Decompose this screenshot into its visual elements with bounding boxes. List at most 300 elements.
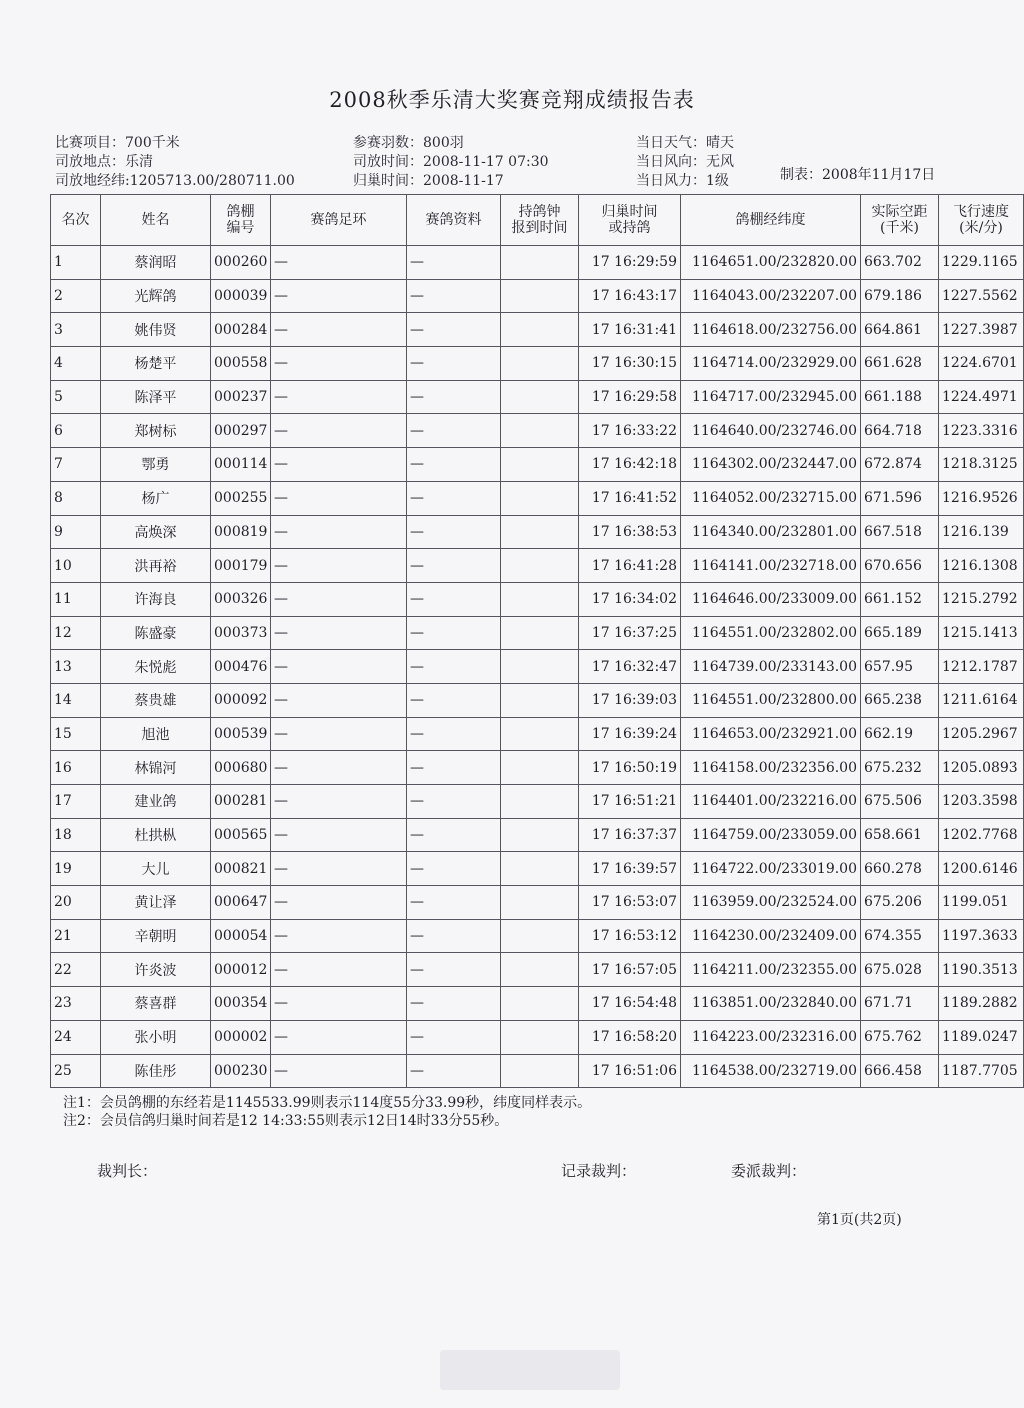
cell-coord: 1164651.00/232820.00 xyxy=(681,246,861,280)
cell-data: — xyxy=(407,313,501,347)
cell-arrival: 17 16:41:52 xyxy=(579,481,681,515)
cell-distance: 665.238 xyxy=(861,683,939,717)
header-clock: 持鸽钟 报到时间 xyxy=(501,195,579,246)
cell-arrival: 17 16:37:25 xyxy=(579,616,681,650)
cell-arrival: 17 16:33:22 xyxy=(579,414,681,448)
cell-data: — xyxy=(407,347,501,381)
cell-ring: — xyxy=(271,683,407,717)
cell-loft: 000284 xyxy=(211,313,271,347)
cell-distance: 675.762 xyxy=(861,1020,939,1054)
cell-arrival: 17 16:38:53 xyxy=(579,515,681,549)
cell-ring: — xyxy=(271,616,407,650)
cell-arrival: 17 16:43:17 xyxy=(579,279,681,313)
cell-name: 黄让泽 xyxy=(101,886,211,920)
cell-rank: 5 xyxy=(51,380,101,414)
cell-clock xyxy=(501,852,579,886)
cell-speed: 1189.0247 xyxy=(939,1020,1024,1054)
cell-ring: — xyxy=(271,279,407,313)
cell-coord: 1164551.00/232802.00 xyxy=(681,616,861,650)
note-1: 注1：会员鸽棚的东经若是1145533.99则表示114度55分33.99秒，纬度同样表示。 xyxy=(63,1095,592,1111)
cell-speed: 1187.7705 xyxy=(939,1054,1024,1088)
cell-data: — xyxy=(407,1054,501,1088)
wind-direction: 当日风向：无风 xyxy=(636,154,734,170)
cell-loft: 000179 xyxy=(211,549,271,583)
cell-ring: — xyxy=(271,717,407,751)
cell-loft: 000281 xyxy=(211,785,271,819)
cell-rank: 9 xyxy=(51,515,101,549)
cell-loft: 000012 xyxy=(211,953,271,987)
cell-speed: 1229.1165 xyxy=(939,246,1024,280)
header-ring: 赛鸽足环 xyxy=(271,195,407,246)
cell-coord: 1164538.00/232719.00 xyxy=(681,1054,861,1088)
cell-name: 姚伟贤 xyxy=(101,313,211,347)
cell-ring: — xyxy=(271,919,407,953)
chief-judge-signature: 裁判长： xyxy=(97,1162,158,1180)
cell-rank: 16 xyxy=(51,751,101,785)
cell-clock xyxy=(501,347,579,381)
cell-rank: 20 xyxy=(51,886,101,920)
cell-loft: 000114 xyxy=(211,448,271,482)
table-body xyxy=(51,246,1024,1088)
return-date: 归巢时间：2008-11-17 xyxy=(353,173,504,189)
cell-coord: 1164717.00/232945.00 xyxy=(681,380,861,414)
cell-arrival: 17 16:58:20 xyxy=(579,1020,681,1054)
table-row xyxy=(51,1054,1024,1088)
cell-arrival: 17 16:50:19 xyxy=(579,751,681,785)
table-row xyxy=(51,785,1024,819)
cell-loft: 000373 xyxy=(211,616,271,650)
cell-clock xyxy=(501,1020,579,1054)
cell-data: — xyxy=(407,683,501,717)
notes xyxy=(63,1094,591,1130)
cell-name: 鄂勇 xyxy=(101,448,211,482)
cell-loft: 000476 xyxy=(211,650,271,684)
table-row xyxy=(51,549,1024,583)
cell-clock xyxy=(501,515,579,549)
cell-distance: 664.861 xyxy=(861,313,939,347)
cell-speed: 1215.1413 xyxy=(939,616,1024,650)
page-number: 第1页(共2页) xyxy=(817,1212,902,1228)
cell-data: — xyxy=(407,549,501,583)
cell-distance: 664.718 xyxy=(861,414,939,448)
cell-loft: 000819 xyxy=(211,515,271,549)
cell-distance: 662.19 xyxy=(861,717,939,751)
header-loft: 鸽棚 编号 xyxy=(211,195,271,246)
cell-clock xyxy=(501,481,579,515)
cell-clock xyxy=(501,279,579,313)
table-header-row xyxy=(51,195,1024,246)
cell-rank: 8 xyxy=(51,481,101,515)
header-coord: 鸽棚经纬度 xyxy=(681,195,861,246)
cell-arrival: 17 16:42:18 xyxy=(579,448,681,482)
race-info-column-2 xyxy=(353,134,549,191)
cell-speed: 1227.5562 xyxy=(939,279,1024,313)
cell-name: 大儿 xyxy=(101,852,211,886)
cell-speed: 1199.051 xyxy=(939,886,1024,920)
cell-rank: 11 xyxy=(51,582,101,616)
cell-name: 杨广 xyxy=(101,481,211,515)
cell-distance: 674.355 xyxy=(861,919,939,953)
cell-coord: 1164618.00/232756.00 xyxy=(681,313,861,347)
cell-ring: — xyxy=(271,852,407,886)
cell-ring: — xyxy=(271,987,407,1021)
cell-name: 郑树标 xyxy=(101,414,211,448)
cell-distance: 671.71 xyxy=(861,987,939,1021)
cell-distance: 679.186 xyxy=(861,279,939,313)
table-row xyxy=(51,717,1024,751)
cell-distance: 661.152 xyxy=(861,582,939,616)
cell-loft: 000092 xyxy=(211,683,271,717)
cell-distance: 667.518 xyxy=(861,515,939,549)
cell-name: 蔡贵雄 xyxy=(101,683,211,717)
table-row xyxy=(51,886,1024,920)
cell-arrival: 17 16:29:58 xyxy=(579,380,681,414)
cell-name: 蔡喜群 xyxy=(101,987,211,1021)
cell-coord: 1164722.00/233019.00 xyxy=(681,852,861,886)
table-row xyxy=(51,246,1024,280)
cell-coord: 1164739.00/233143.00 xyxy=(681,650,861,684)
cell-speed: 1227.3987 xyxy=(939,313,1024,347)
release-time: 司放时间：2008-11-17 07:30 xyxy=(353,154,549,170)
cell-clock xyxy=(501,246,579,280)
cell-speed: 1224.4971 xyxy=(939,380,1024,414)
cell-coord: 1164551.00/232800.00 xyxy=(681,683,861,717)
cell-loft: 000539 xyxy=(211,717,271,751)
cell-speed: 1216.1308 xyxy=(939,549,1024,583)
cell-distance: 672.874 xyxy=(861,448,939,482)
cell-data: — xyxy=(407,919,501,953)
cell-rank: 3 xyxy=(51,313,101,347)
note-2: 注2：会员信鸽归巢时间若是12 14:33:55则表示12日14时33分55秒。 xyxy=(63,1113,509,1129)
cell-ring: — xyxy=(271,650,407,684)
entry-count: 参赛羽数：800羽 xyxy=(353,135,464,151)
cell-name: 许海良 xyxy=(101,582,211,616)
cell-clock xyxy=(501,683,579,717)
table-row xyxy=(51,953,1024,987)
cell-clock xyxy=(501,414,579,448)
cell-speed: 1197.3633 xyxy=(939,919,1024,953)
race-item: 比赛项目：700千米 xyxy=(55,135,180,151)
scan-smudge xyxy=(440,1350,620,1390)
cell-name: 陈泽平 xyxy=(101,380,211,414)
cell-arrival: 17 16:57:05 xyxy=(579,953,681,987)
cell-data: — xyxy=(407,886,501,920)
cell-arrival: 17 16:54:48 xyxy=(579,987,681,1021)
cell-name: 光辉鸽 xyxy=(101,279,211,313)
cell-rank: 17 xyxy=(51,785,101,819)
made-by-date: 制表：2008年11月17日 xyxy=(780,167,936,183)
cell-loft: 000039 xyxy=(211,279,271,313)
table-row xyxy=(51,650,1024,684)
cell-clock xyxy=(501,313,579,347)
cell-arrival: 17 16:29:59 xyxy=(579,246,681,280)
race-info-column-1 xyxy=(55,134,295,191)
cell-coord: 1164714.00/232929.00 xyxy=(681,347,861,381)
cell-coord: 1164653.00/232921.00 xyxy=(681,717,861,751)
cell-rank: 2 xyxy=(51,279,101,313)
cell-distance: 657.95 xyxy=(861,650,939,684)
cell-coord: 1164302.00/232447.00 xyxy=(681,448,861,482)
header-data: 赛鸽资料 xyxy=(407,195,501,246)
cell-rank: 23 xyxy=(51,987,101,1021)
cell-loft: 000255 xyxy=(211,481,271,515)
cell-data: — xyxy=(407,582,501,616)
cell-data: — xyxy=(407,380,501,414)
cell-arrival: 17 16:39:57 xyxy=(579,852,681,886)
table-row xyxy=(51,414,1024,448)
cell-ring: — xyxy=(271,818,407,852)
cell-clock xyxy=(501,953,579,987)
recorder-judge-signature: 记录裁判： xyxy=(561,1162,637,1180)
table-row xyxy=(51,987,1024,1021)
cell-arrival: 17 16:41:28 xyxy=(579,549,681,583)
header-speed: 飞行速度 (米/分) xyxy=(939,195,1024,246)
cell-distance: 675.506 xyxy=(861,785,939,819)
cell-coord: 1163851.00/232840.00 xyxy=(681,987,861,1021)
cell-rank: 19 xyxy=(51,852,101,886)
cell-loft: 000821 xyxy=(211,852,271,886)
cell-clock xyxy=(501,448,579,482)
cell-distance: 666.458 xyxy=(861,1054,939,1088)
cell-loft: 000680 xyxy=(211,751,271,785)
cell-arrival: 17 16:51:06 xyxy=(579,1054,681,1088)
cell-coord: 1164052.00/232715.00 xyxy=(681,481,861,515)
cell-coord: 1164211.00/232355.00 xyxy=(681,953,861,987)
cell-speed: 1203.3598 xyxy=(939,785,1024,819)
cell-coord: 1164158.00/232356.00 xyxy=(681,751,861,785)
cell-ring: — xyxy=(271,549,407,583)
cell-rank: 21 xyxy=(51,919,101,953)
cell-distance: 671.596 xyxy=(861,481,939,515)
cell-coord: 1164141.00/232718.00 xyxy=(681,549,861,583)
cell-speed: 1189.2882 xyxy=(939,987,1024,1021)
cell-ring: — xyxy=(271,246,407,280)
cell-data: — xyxy=(407,751,501,785)
cell-clock xyxy=(501,616,579,650)
cell-loft: 000565 xyxy=(211,818,271,852)
report-title: 2008秋季乐清大奖赛竞翔成绩报告表 xyxy=(329,88,695,112)
cell-speed: 1218.3125 xyxy=(939,448,1024,482)
cell-data: — xyxy=(407,515,501,549)
cell-ring: — xyxy=(271,380,407,414)
cell-loft: 000647 xyxy=(211,886,271,920)
header-name: 姓名 xyxy=(101,195,211,246)
results-table xyxy=(50,194,1024,1088)
cell-distance: 660.278 xyxy=(861,852,939,886)
cell-loft: 000002 xyxy=(211,1020,271,1054)
cell-clock xyxy=(501,785,579,819)
cell-name: 杜拱枞 xyxy=(101,818,211,852)
cell-ring: — xyxy=(271,582,407,616)
cell-arrival: 17 16:51:21 xyxy=(579,785,681,819)
cell-speed: 1216.9526 xyxy=(939,481,1024,515)
cell-data: — xyxy=(407,448,501,482)
table-row xyxy=(51,481,1024,515)
cell-arrival: 17 16:39:24 xyxy=(579,717,681,751)
cell-loft: 000054 xyxy=(211,919,271,953)
header-distance: 实际空距 (千米) xyxy=(861,195,939,246)
table-row xyxy=(51,347,1024,381)
cell-clock xyxy=(501,886,579,920)
cell-coord: 1164640.00/232746.00 xyxy=(681,414,861,448)
cell-ring: — xyxy=(271,886,407,920)
cell-ring: — xyxy=(271,313,407,347)
cell-data: — xyxy=(407,717,501,751)
weather: 当日天气：晴天 xyxy=(636,135,734,151)
cell-arrival: 17 16:31:41 xyxy=(579,313,681,347)
cell-coord: 1163959.00/232524.00 xyxy=(681,886,861,920)
cell-rank: 4 xyxy=(51,347,101,381)
cell-loft: 000326 xyxy=(211,582,271,616)
cell-rank: 12 xyxy=(51,616,101,650)
release-location: 司放地点：乐清 xyxy=(55,154,153,170)
delegate-judge-signature: 委派裁判： xyxy=(731,1162,807,1180)
release-coordinates: 司放地经纬:1205713.00/280711.00 xyxy=(55,173,295,189)
cell-data: — xyxy=(407,953,501,987)
cell-name: 建业鸽 xyxy=(101,785,211,819)
cell-ring: — xyxy=(271,414,407,448)
race-info-column-3 xyxy=(636,134,734,191)
cell-speed: 1223.3316 xyxy=(939,414,1024,448)
cell-speed: 1212.1787 xyxy=(939,650,1024,684)
cell-rank: 24 xyxy=(51,1020,101,1054)
cell-data: — xyxy=(407,414,501,448)
cell-loft: 000230 xyxy=(211,1054,271,1088)
cell-speed: 1216.139 xyxy=(939,515,1024,549)
cell-rank: 6 xyxy=(51,414,101,448)
cell-coord: 1164401.00/232216.00 xyxy=(681,785,861,819)
cell-data: — xyxy=(407,650,501,684)
cell-clock xyxy=(501,987,579,1021)
cell-data: — xyxy=(407,987,501,1021)
cell-ring: — xyxy=(271,751,407,785)
cell-distance: 675.028 xyxy=(861,953,939,987)
header-rank: 名次 xyxy=(51,195,101,246)
table-row xyxy=(51,919,1024,953)
cell-data: — xyxy=(407,279,501,313)
cell-clock xyxy=(501,380,579,414)
cell-rank: 15 xyxy=(51,717,101,751)
cell-name: 洪再裕 xyxy=(101,549,211,583)
cell-name: 旭池 xyxy=(101,717,211,751)
cell-rank: 25 xyxy=(51,1054,101,1088)
cell-ring: — xyxy=(271,448,407,482)
cell-distance: 670.656 xyxy=(861,549,939,583)
cell-rank: 13 xyxy=(51,650,101,684)
cell-distance: 661.188 xyxy=(861,380,939,414)
cell-ring: — xyxy=(271,953,407,987)
cell-arrival: 17 16:37:37 xyxy=(579,818,681,852)
table-row xyxy=(51,751,1024,785)
wind-force: 当日风力：1级 xyxy=(636,173,729,189)
cell-loft: 000297 xyxy=(211,414,271,448)
cell-loft: 000237 xyxy=(211,380,271,414)
table-row xyxy=(51,313,1024,347)
cell-loft: 000354 xyxy=(211,987,271,1021)
cell-clock xyxy=(501,717,579,751)
cell-data: — xyxy=(407,616,501,650)
cell-clock xyxy=(501,818,579,852)
cell-speed: 1205.2967 xyxy=(939,717,1024,751)
cell-arrival: 17 16:32:47 xyxy=(579,650,681,684)
cell-rank: 1 xyxy=(51,246,101,280)
cell-distance: 658.661 xyxy=(861,818,939,852)
cell-speed: 1205.0893 xyxy=(939,751,1024,785)
cell-name: 张小明 xyxy=(101,1020,211,1054)
table-row xyxy=(51,380,1024,414)
cell-clock xyxy=(501,582,579,616)
table-row xyxy=(51,448,1024,482)
cell-clock xyxy=(501,650,579,684)
cell-data: — xyxy=(407,246,501,280)
table-row xyxy=(51,582,1024,616)
table-row xyxy=(51,279,1024,313)
cell-arrival: 17 16:34:02 xyxy=(579,582,681,616)
cell-name: 许炎波 xyxy=(101,953,211,987)
cell-ring: — xyxy=(271,515,407,549)
cell-loft: 000260 xyxy=(211,246,271,280)
cell-clock xyxy=(501,1054,579,1088)
cell-name: 朱悦彪 xyxy=(101,650,211,684)
cell-speed: 1215.2792 xyxy=(939,582,1024,616)
table-row xyxy=(51,515,1024,549)
cell-name: 蔡润昭 xyxy=(101,246,211,280)
cell-arrival: 17 16:53:07 xyxy=(579,886,681,920)
cell-name: 陈佳彤 xyxy=(101,1054,211,1088)
cell-arrival: 17 16:39:03 xyxy=(579,683,681,717)
cell-ring: — xyxy=(271,481,407,515)
cell-data: — xyxy=(407,481,501,515)
cell-speed: 1224.6701 xyxy=(939,347,1024,381)
cell-data: — xyxy=(407,852,501,886)
cell-distance: 663.702 xyxy=(861,246,939,280)
cell-coord: 1164646.00/233009.00 xyxy=(681,582,861,616)
cell-rank: 10 xyxy=(51,549,101,583)
cell-clock xyxy=(501,549,579,583)
table-row xyxy=(51,852,1024,886)
cell-rank: 22 xyxy=(51,953,101,987)
cell-arrival: 17 16:53:12 xyxy=(579,919,681,953)
cell-data: — xyxy=(407,818,501,852)
cell-clock xyxy=(501,751,579,785)
cell-coord: 1164223.00/232316.00 xyxy=(681,1020,861,1054)
table-row xyxy=(51,1020,1024,1054)
cell-loft: 000558 xyxy=(211,347,271,381)
cell-distance: 665.189 xyxy=(861,616,939,650)
cell-distance: 675.206 xyxy=(861,886,939,920)
cell-coord: 1164759.00/233059.00 xyxy=(681,818,861,852)
cell-speed: 1190.3513 xyxy=(939,953,1024,987)
cell-distance: 675.232 xyxy=(861,751,939,785)
cell-speed: 1202.7768 xyxy=(939,818,1024,852)
cell-ring: — xyxy=(271,785,407,819)
table-row xyxy=(51,616,1024,650)
cell-rank: 14 xyxy=(51,683,101,717)
cell-clock xyxy=(501,919,579,953)
cell-ring: — xyxy=(271,1054,407,1088)
cell-rank: 7 xyxy=(51,448,101,482)
header-arrival: 归巢时间 或持鸽 xyxy=(579,195,681,246)
cell-name: 杨楚平 xyxy=(101,347,211,381)
cell-arrival: 17 16:30:15 xyxy=(579,347,681,381)
cell-coord: 1164043.00/232207.00 xyxy=(681,279,861,313)
cell-speed: 1211.6164 xyxy=(939,683,1024,717)
cell-name: 高焕深 xyxy=(101,515,211,549)
cell-name: 林锦河 xyxy=(101,751,211,785)
table-row xyxy=(51,818,1024,852)
cell-data: — xyxy=(407,1020,501,1054)
cell-ring: — xyxy=(271,347,407,381)
